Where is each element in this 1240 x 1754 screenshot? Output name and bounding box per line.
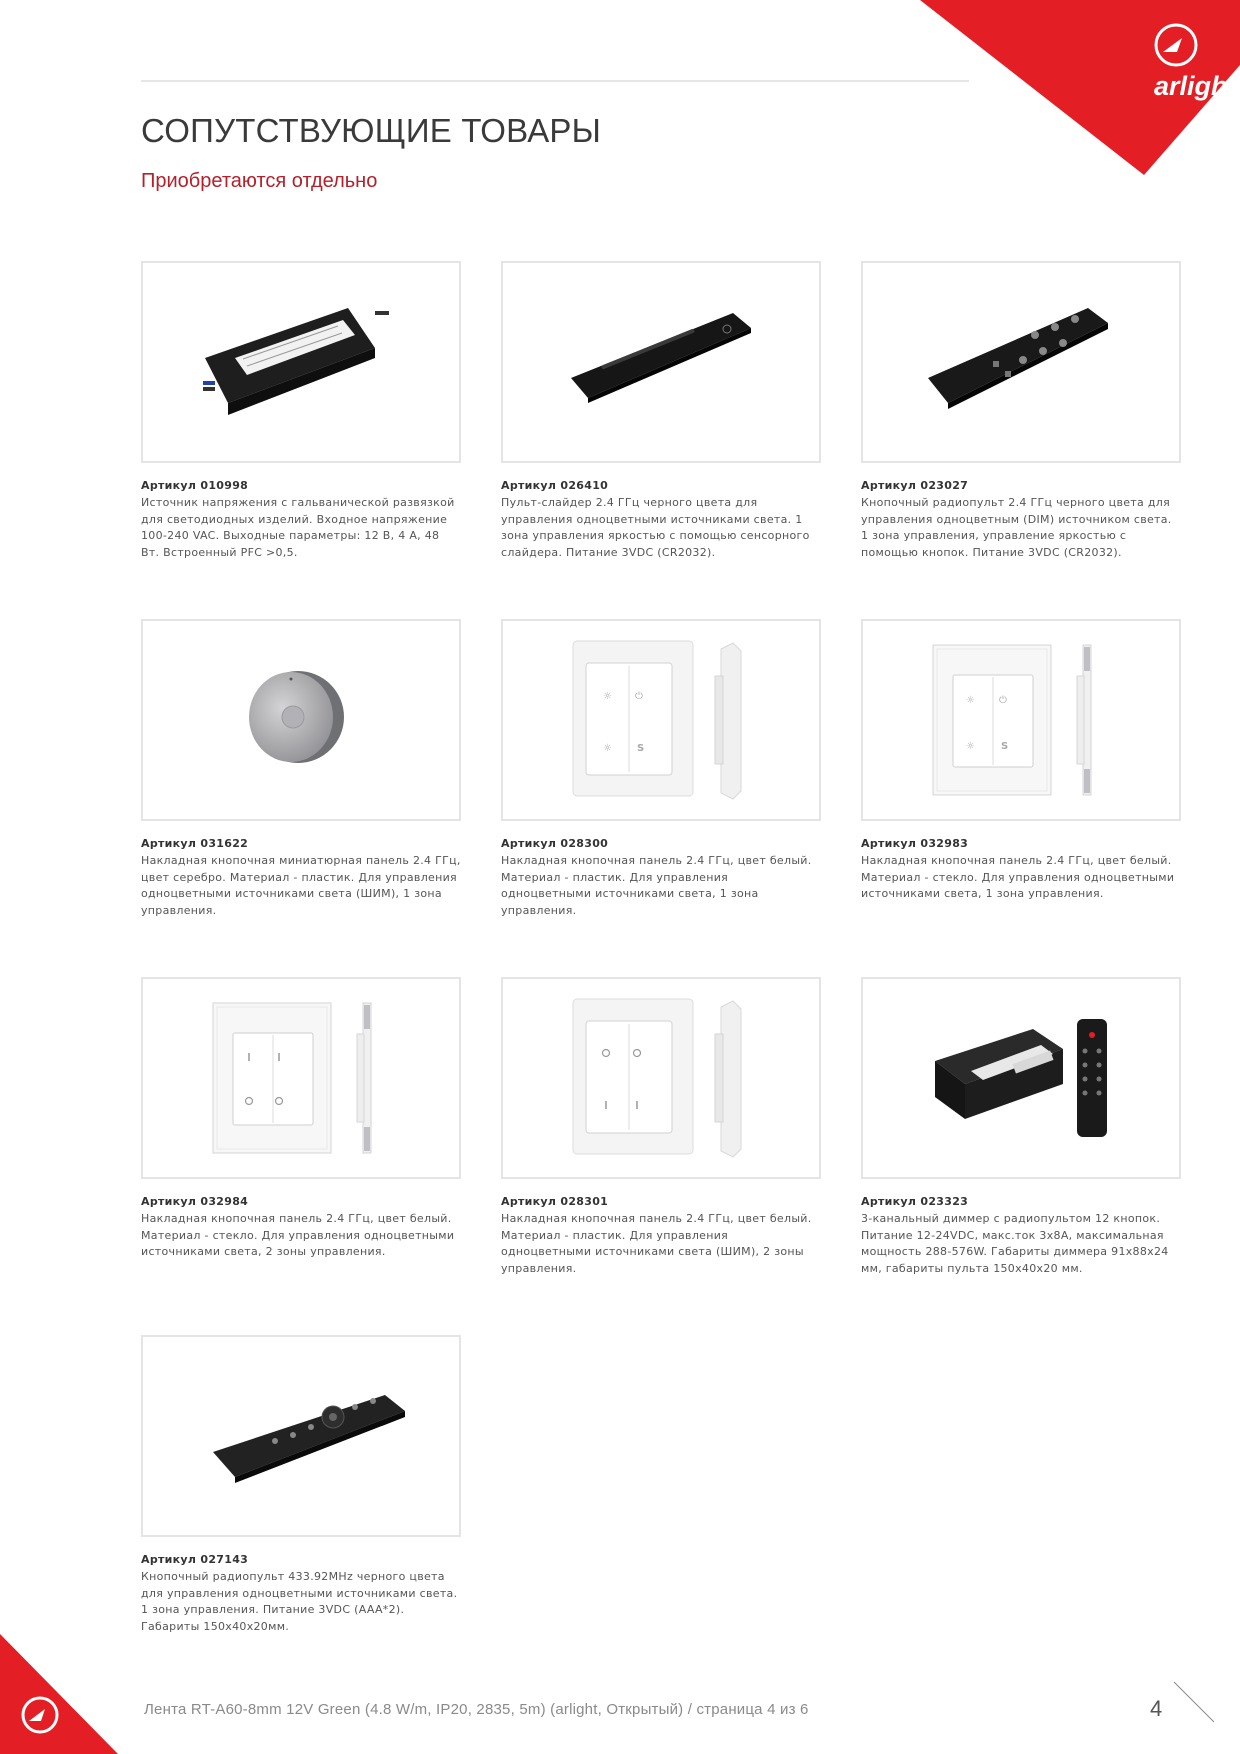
product-image-wall-panel-plastic[interactable] — [501, 619, 821, 821]
product-image-remote-433[interactable] — [141, 1335, 461, 1537]
article-number: Артикул 031622 — [141, 837, 249, 850]
product-description: Накладная кнопочная панель 2.4 ГГц, цвет белый. Материал - стекло. Для управления одноцветными источниками света, 1 зона управления. — [861, 854, 1175, 900]
svg-text:☼: ☼ — [603, 691, 612, 702]
product-description: Кнопочный радиопульт 433.92MHz черного цвета для управления одноцветными источниками света. 1 зона управления. Питание 3VDC (AAA*2). Габариты 150х40х20мм. — [141, 1570, 458, 1633]
svg-text:S: S — [1001, 741, 1009, 752]
page-number-slash — [1172, 1680, 1216, 1724]
svg-text:⏻: ⏻ — [635, 691, 643, 702]
article-number: Артикул 026410 — [501, 479, 609, 492]
product-image-button-remote[interactable] — [861, 261, 1181, 463]
product-image-round-silver-panel[interactable] — [141, 619, 461, 821]
product-card[interactable] — [861, 261, 1181, 561]
product-description: Накладная кнопочная панель 2.4 ГГц, цвет белый. Материал - стекло. Для управления одноцветными источниками света, 2 зоны управления. — [141, 1212, 455, 1258]
article-number: Артикул 028300 — [501, 837, 609, 850]
product-image-slider-remote[interactable] — [501, 261, 821, 463]
product-description: Накладная кнопочная панель 2.4 ГГц, цвет белый. Материал - пластик. Для управления одноцветными источниками света (ШИМ), 2 зоны управления. — [501, 1212, 812, 1275]
product-card[interactable] — [861, 977, 1181, 1277]
product-image-wall-panel-glass[interactable] — [861, 619, 1181, 821]
arlight-logo[interactable] — [920, 0, 1240, 175]
svg-text:arlight: arlight — [1154, 71, 1237, 101]
product-image-dimmer-with-remote[interactable] — [861, 977, 1181, 1179]
article-number: Артикул 028301 — [501, 1195, 609, 1208]
product-card[interactable] — [141, 261, 461, 561]
product-description: Накладная кнопочная миниатюрная панель 2.4 ГГц, цвет серебро. Материал - пластик. Для управления одноцветными источниками света (ШИМ), 1 зона управления. — [141, 854, 461, 917]
product-description: 3-канальный диммер с радиопультом 12 кнопок. Питание 12-24VDC, макс.ток 3х8А, максимальная мощность 288-576W. Габариты диммера 91х88х24 мм, габариты пульта 150х40х20 мм. — [861, 1212, 1169, 1275]
brand-corner-mark — [0, 1594, 120, 1754]
article-number: Артикул 032983 — [861, 837, 969, 850]
product-card[interactable] — [861, 619, 1181, 903]
page-subtitle: Приобретаются отдельно — [141, 170, 378, 192]
product-card[interactable] — [501, 619, 821, 919]
article-number: Артикул 023027 — [861, 479, 969, 492]
product-card[interactable] — [141, 619, 461, 919]
product-image-wall-panel-glass-2zone[interactable] — [141, 977, 461, 1179]
svg-text:⏻: ⏻ — [999, 695, 1007, 706]
product-card[interactable] — [501, 977, 821, 1277]
top-divider — [141, 80, 969, 82]
article-number: Артикул 010998 — [141, 479, 249, 492]
page-number: 4 — [1150, 1696, 1163, 1721]
footer-product-line: Лента RT-A60-8mm 12V Green (4.8 W/m, IP20, 2835, 5m) (arlight, Открытый) / страница 4 из 6 — [144, 1701, 809, 1718]
article-number: Артикул 032984 — [141, 1195, 249, 1208]
article-number: Артикул 027143 — [141, 1553, 249, 1566]
page-title: СОПУТСТВУЮЩИЕ ТОВАРЫ — [141, 112, 602, 149]
product-image-wall-panel-plastic-2zone[interactable] — [501, 977, 821, 1179]
svg-text:S: S — [637, 743, 645, 754]
product-description: Источник напряжения с гальванической развязкой для светодиодных изделий. Входное напряжение 100-240 VAC. Выходные параметры: 12 В, 4 А, 48 Вт. Встроенный PFC >0,5. — [141, 496, 455, 559]
article-number: Артикул 023323 — [861, 1195, 969, 1208]
product-description: Кнопочный радиопульт 2.4 ГГц черного цвета для управления одноцветным (DIM) источником света. 1 зона управления, управление яркостью с помощью кнопок. Питание 3VDC (CR2032). — [861, 496, 1172, 559]
product-card[interactable] — [501, 261, 821, 561]
svg-text:☼: ☼ — [966, 695, 975, 706]
svg-text:☼: ☼ — [603, 743, 612, 754]
svg-text:☼: ☼ — [966, 741, 975, 752]
product-description: Накладная кнопочная панель 2.4 ГГц, цвет белый. Материал - пластик. Для управления одноцветными источниками света, 1 зона управления. — [501, 854, 812, 917]
product-card[interactable] — [141, 977, 461, 1261]
product-card[interactable] — [141, 1335, 461, 1635]
product-image-power-supply[interactable] — [141, 261, 461, 463]
product-description: Пульт-слайдер 2.4 ГГц черного цвета для управления одноцветными источниками света. 1 зона управления яркостью с помощью сенсорного слайдера. Питание 3VDC (CR2032). — [501, 496, 810, 559]
